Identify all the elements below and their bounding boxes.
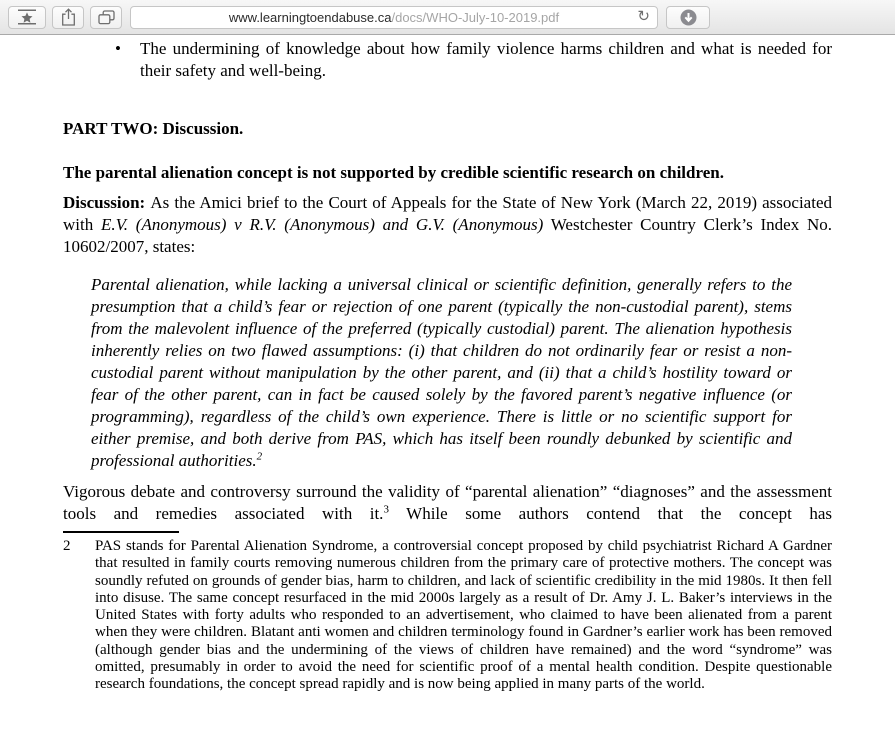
discussion-paragraph: Discussion: As the Amici brief to the Court of Appeals for the State of New York (March 22, 2019) associated with E.V. (Anonymous) v R.V. (Anonymous) and G.V. (Anonymous) Westchester Country Clerk’s Index No. 10602/2007, states: [63,193,832,256]
tabs-icon [98,10,115,25]
footnote-separator [63,531,179,533]
address-bar[interactable] [130,6,658,29]
share-icon [61,8,76,26]
pdf-page [0,35,895,729]
footnote-2 [63,538,832,694]
bookmarks-sidebar-icon [17,9,37,25]
url-path: /docs/WHO-July-10-2019.pdf [391,9,560,25]
share-button[interactable] [52,6,84,29]
debate-paragraph: Vigorous debate and controversy surround the validity of “parental alienation” “diagnoses” and the assessment tools and remedies associated with it.$^3$ While some authors contend that the concept has [63,482,832,523]
browser-toolbar [0,0,895,35]
footnote-text: PAS stands for Parental Alienation Syndrome, a controversial concept proposed by child psychiatrist Richard A Gardner that resulted in family courts removing numerous children from the primary care of protective mothers. The concept was soundly refuted on grounds of gender bias, harm to children, and lack of scientific credibility in the mid 1980s. It then fell into disuse. The same concept resurfaced in the mid 2000s largely as a result of Dr. Amy J. L. Baker’s interviews in the United States with forty adults who responded to an advertisement, who claimed to have been alienated from a parent when they were children. Blatant anti women and children terminology found in Gardner’s earlier work has been removed (although gender bias and the undermining of the views of children have remained) and the word “syndrome” was omitted, presumably in order to avoid the need for scientific proof of a mental health condition. Despite questionable research foundations, the concept spread rapidly and is now being applied in many parts of the world. [95,538,832,693]
reload-icon[interactable]: ↻ [637,6,650,25]
footnote-number: 2 [63,538,71,554]
download-icon [680,9,697,26]
bullet-text: The undermining of knowledge about how family violence harms children and what is needed for their safety and well-being. [140,39,832,80]
bullet-item [63,38,832,82]
show-all-tabs-button[interactable] [90,6,122,29]
bookmarks-sidebar-button[interactable] [8,6,46,29]
block-quote: Parental alienation, while lacking a universal clinical or scientific definition, generally refers to the presumption that a child’s fear or rejection of one parent (typically the non-custodial parent), stems from the malevolent influence of the preferred (typically custodial) parent. The alienation hypothesis inherently relies on two flawed assumptions: (i) that children do not ordinarily fear or resist a non-custodial parent without manipulation by the other parent, and (ii) that a child’s hostility toward or fear of the other parent, can in fact be caused solely by the favored parent’s negative influence (or programming), regardless of the child’s own experience. There is little or no scientific support for either premise, and both derive from PAS, which has itself been roundly debunked by scientific and professional authorities.$^2$ [91,275,792,470]
downloads-button[interactable] [666,6,710,29]
bullet-marker: • [115,39,121,58]
url-domain: www.learningtoendabuse.ca [228,9,392,25]
thesis-heading: The parental alienation concept is not supported by credible scientific research on children. [63,163,724,182]
part-two-heading: PART TWO: Discussion. [63,119,244,138]
